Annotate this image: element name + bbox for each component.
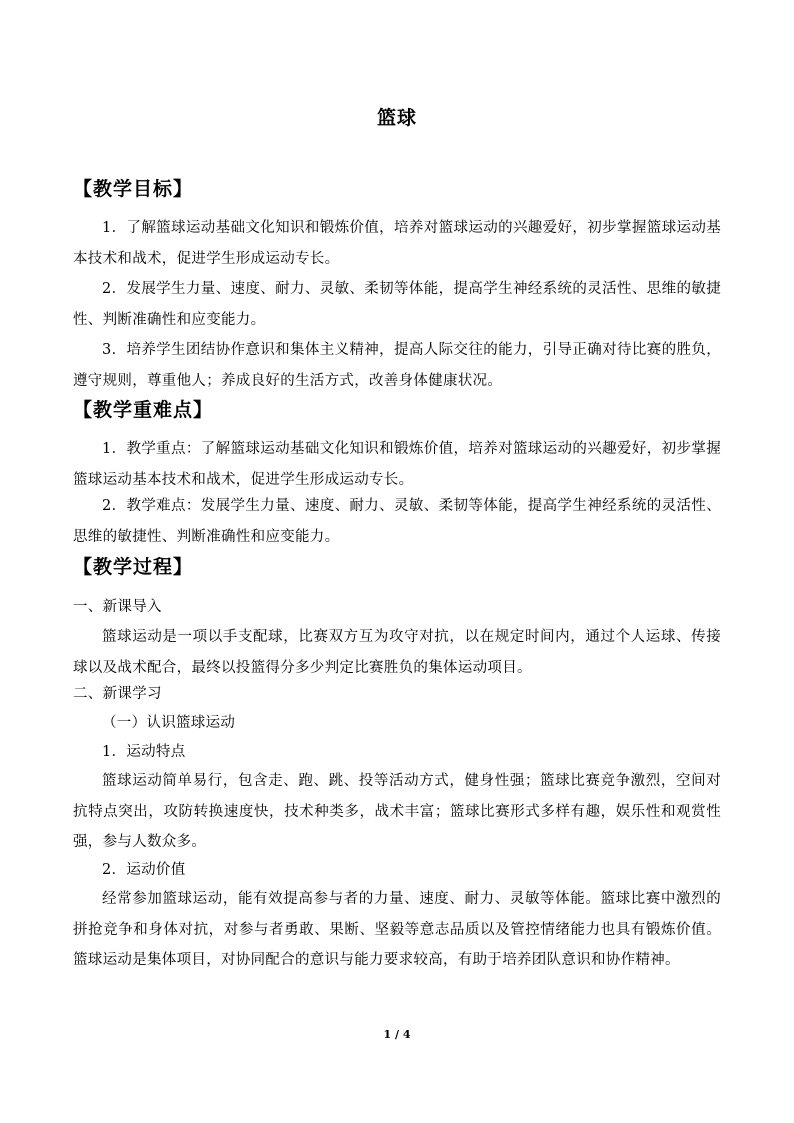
key-point-item-2: 2．教学难点：发展学生力量、速度、耐力、灵敏、柔韧等体能，提高学生神经系统的灵活性、思维的敏捷性、判断准确性和应变能力。 — [73, 498, 721, 545]
objective-item-3: 3．培养学生团结协作意识和集体主义精神，提高人际交往的能力，引导正确对待比赛的胜负，遵守规则，尊重他人；养成良好的生活方式，改善身体健康状况。 — [73, 342, 721, 389]
section-intro-text: 篮球运动是一项以手支配球，比赛双方互为攻守对抗，以在规定时间内，通过个人运球、传接球以及战术配合，最终以投篮得分多少判定比赛胜负的集体运动项目。 — [73, 629, 721, 676]
objectives-heading: 【教学目标】 — [73, 178, 194, 200]
point-2-title: 2．运动价值 — [102, 862, 186, 878]
subsection-title: （一）认识篮球运动 — [102, 715, 236, 731]
key-points-heading: 【教学重难点】 — [73, 399, 214, 421]
key-point-item-1: 1．教学重点：了解篮球运动基础文化知识和锻炼价值，培养对篮球运动的兴趣爱好，初步掌握篮球运动基本技术和战术，促进学生形成运动专长。 — [73, 441, 721, 488]
page-title: 篮球 — [376, 107, 417, 129]
page-number: 1 / 4 — [383, 1028, 411, 1041]
point-1-text: 篮球运动简单易行，包含走、跑、跳、投等活动方式，健身性强；篮球比赛竞争激烈，空间对抗特点突出，攻防转换速度快，技术种类多，战术丰富；篮球比赛形式多样有趣，娱乐性和观赏性强，参与人数众多。 — [73, 773, 721, 850]
objective-item-1: 1．了解篮球运动基础文化知识和锻炼价值，培养对篮球运动的兴趣爱好，初步掌握篮球运动基本技术和战术，促进学生形成运动专长。 — [73, 220, 721, 267]
section-intro-title: 一、新课导入 — [73, 599, 162, 615]
objective-item-2: 2．发展学生力量、速度、耐力、灵敏、柔韧等体能，提高学生神经系统的灵活性、思维的敏捷性、判断准确性和应变能力。 — [73, 281, 721, 328]
point-2-text: 经常参加篮球运动，能有效提高参与者的力量、速度、耐力、灵敏等体能。篮球比赛中激烈的拼抢竞争和身体对抗，对参与者勇敢、果断、坚毅等意志品质以及管控情绪能力也具有锻炼价值。篮球运动是集体项目，对协同配合的意识与能力要求较高，有助于培养团队意识和协作精神。 — [73, 891, 721, 968]
section-study-title: 二、新课学习 — [73, 686, 162, 702]
point-1-title: 1．运动特点 — [102, 744, 186, 760]
process-heading: 【教学过程】 — [73, 556, 194, 578]
